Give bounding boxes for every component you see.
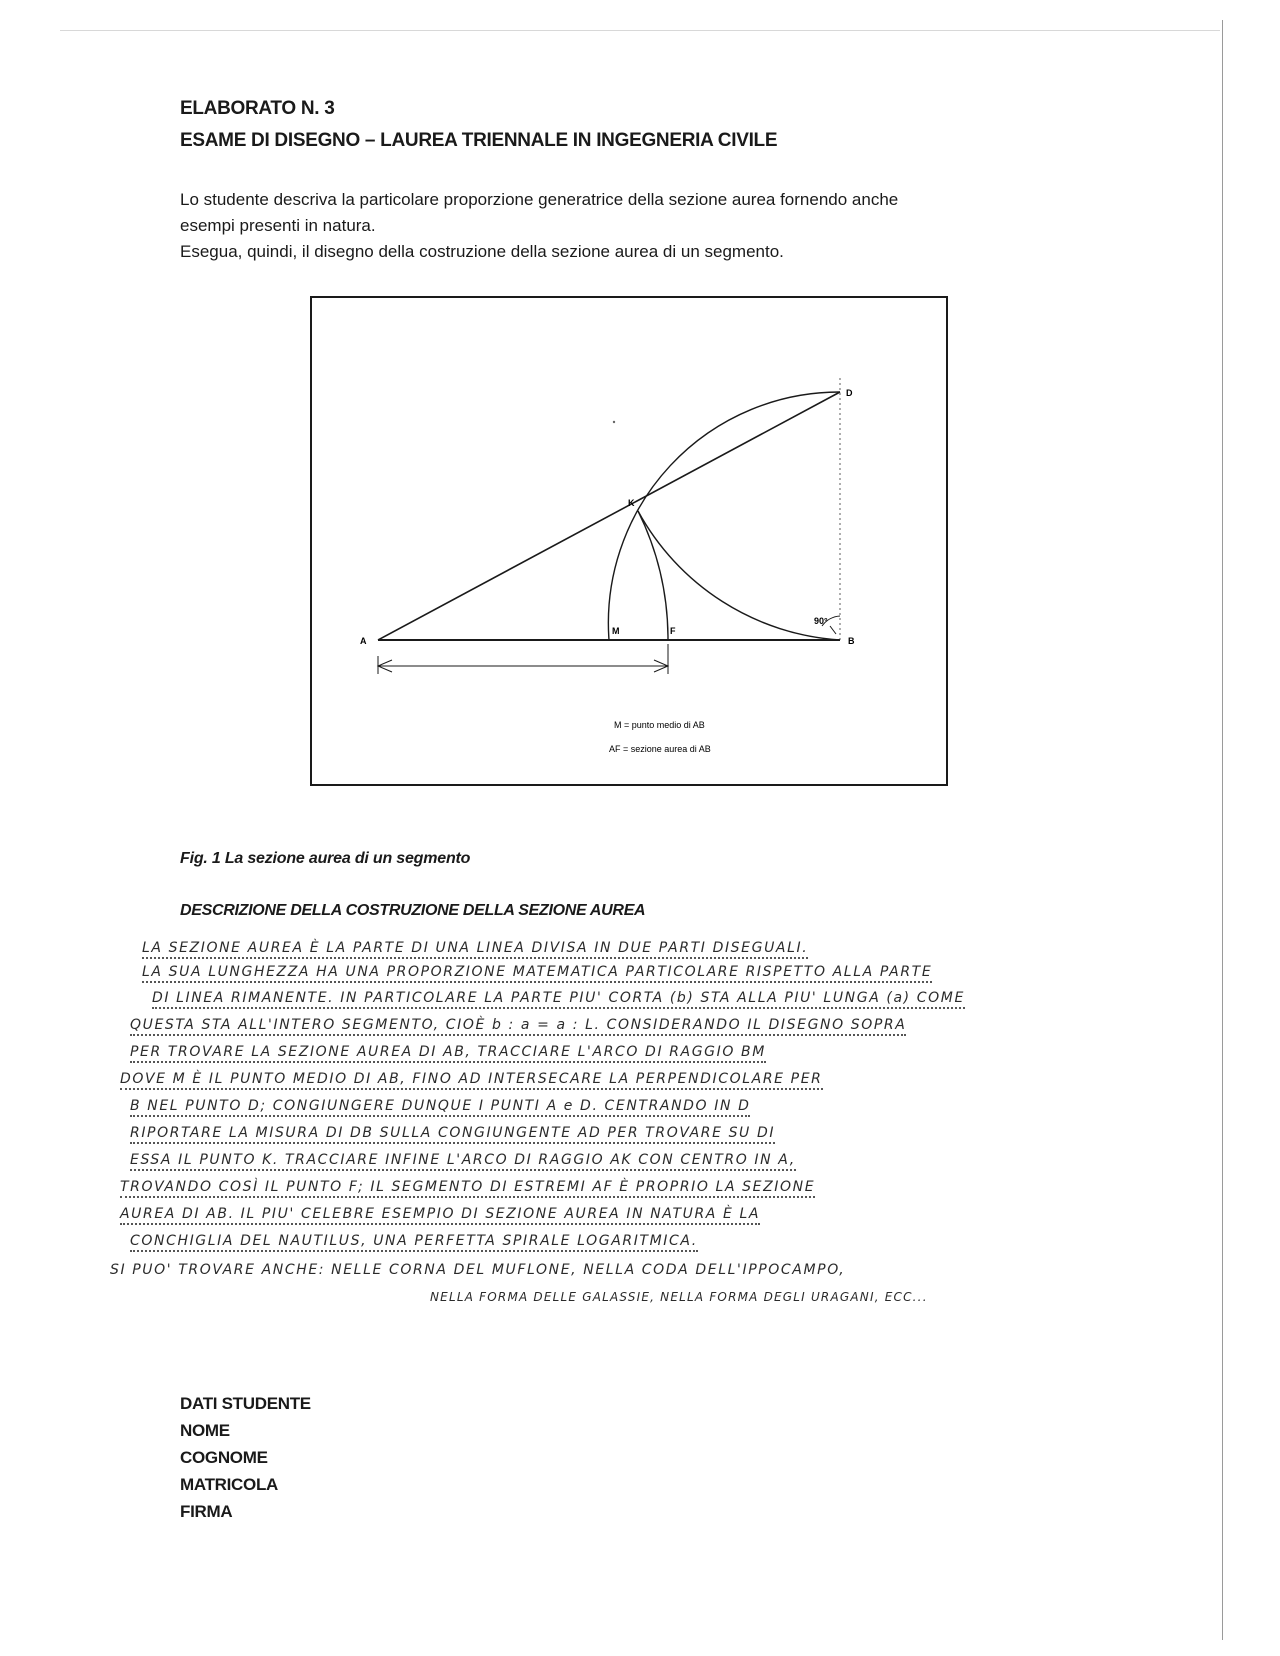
arc-k-b: [638, 511, 840, 640]
handwritten-line: LA SEZIONE AUREA È LA PARTE DI UNA LINEA DIVISA IN DUE PARTI DISEGUALI.: [142, 940, 808, 959]
label-right-angle: 90°: [814, 616, 828, 626]
student-data: [180, 1390, 311, 1525]
assignment-line-3: Esegua, quindi, il disegno della costruzione della sezione aurea di un segmento.: [180, 242, 784, 261]
right-angle-tick: [830, 626, 836, 634]
student-heading: DATI STUDENTE: [180, 1394, 311, 1413]
student-signature-label: FIRMA: [180, 1502, 233, 1521]
figure-caption: Fig. 1 La sezione aurea di un segmento: [180, 850, 471, 867]
handwritten-line: SI PUO' TROVARE ANCHE: NELLE CORNA DEL MUFLONE, NELLA CODA DELL'IPPOCAMPO,: [110, 1262, 846, 1278]
student-id-label: MATRICOLA: [180, 1475, 279, 1494]
assignment-line-1: Lo studente descriva la particolare proporzione generatrice della sezione aurea fornendo anche: [180, 190, 899, 209]
student-name-label: NOME: [180, 1421, 230, 1440]
handwritten-line: LA SUA LUNGHEZZA HA UNA PROPORZIONE MATEMATICA PARTICOLARE RISPETTO ALLA PARTE: [142, 964, 932, 983]
handwritten-line: DOVE M È IL PUNTO MEDIO DI AB, FINO AD INTERSECARE LA PERPENDICOLARE PER: [120, 1071, 823, 1090]
scan-edge-right: [1222, 20, 1223, 1640]
label-a: A: [360, 636, 367, 646]
scan-speck: [613, 421, 615, 423]
assignment-line-2: esempi presenti in natura.: [180, 216, 376, 235]
scan-edge-top: [60, 30, 1220, 31]
assignment-text: [180, 187, 1080, 265]
handwritten-line: DI LINEA RIMANENTE. IN PARTICOLARE LA PARTE PIU' CORTA (b) STA ALLA PIU' LUNGA (a) COME: [152, 990, 965, 1009]
description-heading: DESCRIZIONE DELLA COSTRUZIONE DELLA SEZIONE AUREA: [180, 902, 646, 919]
label-b: B: [848, 636, 855, 646]
arc-k-f: [638, 511, 668, 640]
handwritten-line: ESSA IL PUNTO K. TRACCIARE INFINE L'ARCO DI RAGGIO AK CON CENTRO IN A,: [130, 1152, 796, 1171]
handwritten-line: QUESTA STA ALL'INTERO SEGMENTO, CIOÈ b : a = a : L. CONSIDERANDO IL DISEGNO SOPRA: [130, 1017, 906, 1036]
golden-section-diagram: [312, 298, 946, 784]
handwritten-line: RIPORTARE LA MISURA DI DB SULLA CONGIUNGENTE AD PER TROVARE SU DI: [130, 1125, 775, 1144]
legend-m: M = punto medio di AB: [614, 720, 705, 730]
label-k: K: [628, 498, 635, 508]
title-line-2: ESAME DI DISEGNO – LAUREA TRIENNALE IN INGEGNERIA CIVILE: [180, 130, 778, 151]
label-f: F: [670, 626, 676, 636]
handwritten-line: PER TROVARE LA SEZIONE AUREA DI AB, TRACCIARE L'ARCO DI RAGGIO BM: [130, 1044, 766, 1063]
label-m: M: [612, 626, 620, 636]
student-surname-label: COGNOME: [180, 1448, 268, 1467]
figure-frame: [310, 296, 948, 786]
handwritten-line: TROVANDO COSÌ IL PUNTO F; IL SEGMENTO DI ESTREMI AF È PROPRIO LA SEZIONE: [120, 1179, 815, 1198]
legend-af: AF = sezione aurea di AB: [609, 744, 711, 754]
handwritten-line: AUREA DI AB. IL PIU' CELEBRE ESEMPIO DI SEZIONE AUREA IN NATURA È LA: [120, 1206, 760, 1225]
document-title: [180, 93, 777, 157]
handwritten-line: NELLA FORMA DELLE GALASSIE, NELLA FORMA DEGLI URAGANI, ECC...: [430, 1290, 928, 1304]
handwritten-line: CONCHIGLIA DEL NAUTILUS, UNA PERFETTA SPIRALE LOGARITMICA.: [130, 1233, 698, 1252]
title-line-1: ELABORATO N. 3: [180, 98, 335, 119]
handwritten-line: B NEL PUNTO D; CONGIUNGERE DUNQUE I PUNTI A e D. CENTRANDO IN D: [130, 1098, 750, 1117]
label-d: D: [846, 388, 853, 398]
